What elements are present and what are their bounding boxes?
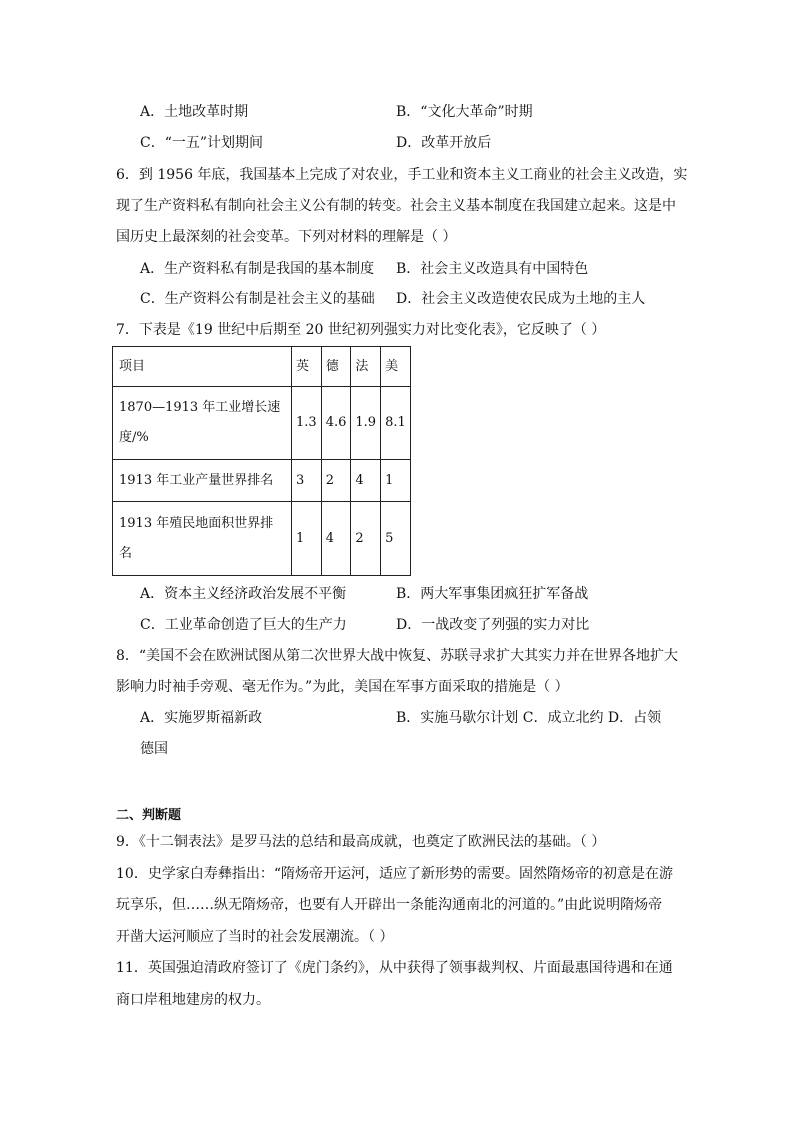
table-cell: 4 <box>321 502 351 576</box>
table-cell: 3 <box>292 460 322 502</box>
table-cell: 2 <box>351 502 381 576</box>
q6-option-a: A．生产资料私有制是我国的基本制度 <box>140 261 375 277</box>
q5-option-c: C．“一五”计划期间 <box>140 135 264 151</box>
q11-stem-line1: 11．英国强迫清政府签订了《虎门条约》，从中获得了领事裁判权、片面最惠国待遇和在通 <box>116 960 673 976</box>
table-header-germany: 德 <box>321 347 351 387</box>
q6-option-d: D．社会主义改造使农民成为土地的主人 <box>396 291 646 307</box>
q7-stem: 7．下表是《19 世纪中后期至 20 世纪初列强实力对比变化表》，它反映了（ ） <box>116 322 606 338</box>
power-comparison-table <box>112 346 411 576</box>
q5-option-a: A．土地改革时期 <box>140 104 249 120</box>
q8-option-a: A．实施罗斯福新政 <box>140 710 263 726</box>
q7-option-d: D．一战改变了列强的实力对比 <box>396 617 590 633</box>
q11-stem-line2: 商口岸租地建房的权力。 <box>116 992 270 1008</box>
table-header-usa: 美 <box>381 347 411 387</box>
table-cell: 5 <box>381 502 411 576</box>
section-title-true-false: 二、判断题 <box>116 808 182 823</box>
q8-stem-line1: 8．“美国不会在欧洲试图从第二次世界大战中恢复、苏联寻求扩大其实力并在世界各地扩大 <box>116 648 679 664</box>
q7-option-c: C．工业革命创造了巨大的生产力 <box>140 617 347 633</box>
table-header-france: 法 <box>351 347 381 387</box>
table-cell: 1.9 <box>351 387 381 460</box>
table-cell: 4.6 <box>321 387 351 460</box>
q5-option-b: B．“文化大革命”时期 <box>396 104 533 120</box>
q10-stem-line2: 玩享乐，但……纵无隋炀帝，也要有人开辟出一条能沟通南北的河道的。”由此说明隋炀帝 <box>116 897 663 913</box>
q5-option-d: D．改革开放后 <box>396 135 492 151</box>
q10-stem-line1: 10．史学家白寿彝指出：“隋炀帝开运河，适应了新形势的需要。固然隋炀帝的初意是在游 <box>116 866 673 882</box>
table-cell: 2 <box>321 460 351 502</box>
q6-stem-line3: 国历史上最深刻的社会变革。下列对材料的理解是（ ） <box>116 229 457 245</box>
table-cell: 1.3 <box>292 387 322 460</box>
q8-stem-line2: 影响力时袖手旁观、毫无作为。”为此，美国在军事方面采取的措施是（ ） <box>116 679 569 695</box>
q6-option-c: C．生产资料公有制是社会主义的基础 <box>140 291 375 307</box>
table-cell: 1 <box>381 460 411 502</box>
table-cell: 8.1 <box>381 387 411 460</box>
table-header-row <box>113 347 411 387</box>
table-header-britain: 英 <box>292 347 322 387</box>
table-row-label <box>113 502 292 576</box>
q8-option-d-continued: 德国 <box>140 741 168 757</box>
q6-stem-line2: 现了生产资料私有制向社会主义公有制的转变。社会主义基本制度在我国建立起来。这是中 <box>116 198 676 214</box>
q6-option-b: B．社会主义改造具有中国特色 <box>396 261 589 277</box>
table-row <box>113 460 411 502</box>
table-cell: 4 <box>351 460 381 502</box>
table-row <box>113 502 411 576</box>
table-cell: 1 <box>292 502 322 576</box>
q9-stem: 9．《十二铜表法》是罗马法的总结和最高成就，也奠定了欧洲民法的基础。（ ） <box>116 834 606 850</box>
table-row-label: 1913 年工业产量世界排名 <box>113 460 292 502</box>
table-row-label-line: 名 <box>119 545 133 561</box>
q6-stem-line1: 6．到 1956 年底，我国基本上完成了对农业，手工业和资本主义工商业的社会主义改造，实 <box>116 167 688 183</box>
q10-stem-line3: 开凿大运河顺应了当时的社会发展潮流。（ ） <box>116 929 394 945</box>
table-row-label-line: 1913 年殖民地面积世界排 <box>119 515 274 531</box>
table-header-item: 项目 <box>113 347 292 387</box>
q7-option-b: B．两大军事集团疯狂扩军备战 <box>396 586 589 602</box>
q8-options-bcd: B．实施马歇尔计划 C．成立北约 D．占领 <box>396 710 662 726</box>
table-row-label <box>113 387 292 460</box>
table-row-label-line: 度/% <box>119 430 149 445</box>
table-row-label-line: 1870—1913 年工业增长速 <box>119 400 281 415</box>
q7-option-a: A．资本主义经济政治发展不平衡 <box>140 586 347 602</box>
table-row <box>113 387 411 460</box>
